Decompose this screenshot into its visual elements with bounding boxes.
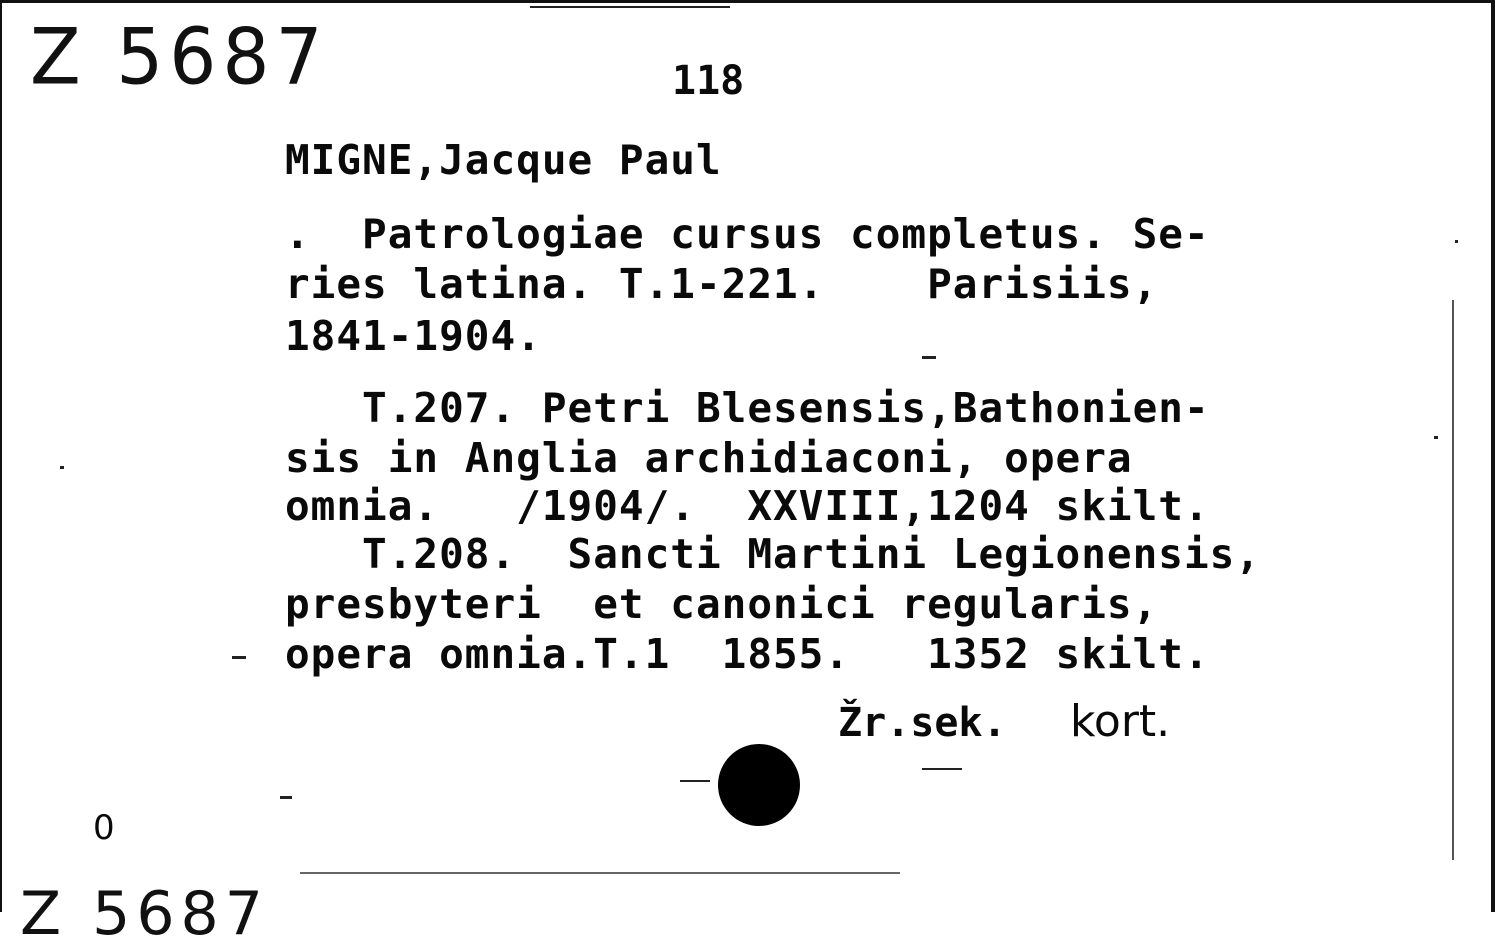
author-heading: MIGNE,Jacque Paul: [285, 136, 722, 184]
scan-noise: [1455, 240, 1458, 243]
text-line: . Patrologiae cursus completus. Se-: [285, 210, 1210, 258]
cross-reference-typed: Žr.sek.: [838, 700, 1007, 746]
scan-noise: [922, 356, 936, 359]
card-top-edge: [0, 0, 1495, 3]
scan-noise: [922, 768, 962, 770]
text-line: ries latina. T.1-221. Parisiis,: [285, 260, 1159, 308]
text-line: presbyteri et canonici regularis,: [285, 580, 1159, 628]
scan-noise: [232, 656, 246, 659]
scan-noise: [680, 780, 710, 782]
text-line: sis in Anglia archidiaconi, opera: [285, 434, 1133, 482]
margin-mark: 0: [93, 808, 115, 848]
scan-noise: [280, 796, 292, 799]
text-line: T.208. Sancti Martini Legionensis,: [285, 530, 1261, 578]
call-number: Z 5687: [30, 11, 329, 103]
text-line: T.207. Petri Blesensis,Bathonien-: [285, 384, 1210, 432]
card-left-edge: [0, 0, 2, 912]
scan-noise: [1452, 300, 1454, 860]
card-right-edge: [1491, 0, 1495, 912]
cross-reference-handwritten: kort.: [1070, 696, 1171, 747]
punch-hole: [718, 744, 800, 826]
text-line: omnia. /1904/. XXVIII,1204 skilt.: [285, 482, 1210, 530]
scan-noise: [1434, 436, 1438, 439]
scan-noise: [530, 6, 730, 8]
card-number: 118: [672, 58, 745, 104]
scan-noise: [60, 466, 64, 469]
scan-noise: [300, 872, 900, 874]
text-line: opera omnia.T.1 1855. 1352 skilt.: [285, 630, 1210, 678]
text-line: 1841-1904.: [285, 312, 542, 360]
next-card-edge: Z 5687: [20, 879, 269, 949]
